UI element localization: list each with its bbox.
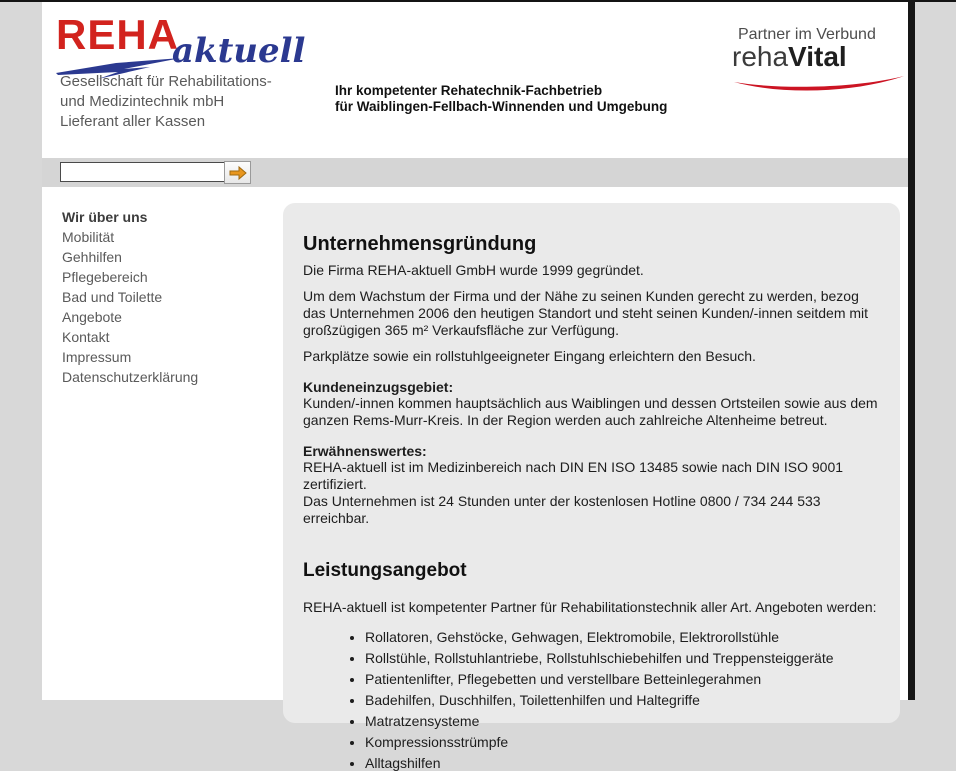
rehavital-bold: Vital xyxy=(788,41,847,72)
right-border-strip xyxy=(908,0,915,700)
services-title: Leistungsangebot xyxy=(303,560,467,581)
sidebar-item[interactable] xyxy=(62,287,277,307)
sidebar-item-label: Datenschutzerklärung xyxy=(62,369,199,385)
sidebar-navigation xyxy=(62,207,277,387)
sidebar-item[interactable] xyxy=(62,247,277,267)
service-item-label: Alltagshilfen xyxy=(365,755,441,771)
reha-aktuell-logo[interactable] xyxy=(54,12,334,132)
sidebar-item-label: Gehhilfen xyxy=(62,249,122,265)
content-area xyxy=(42,2,908,771)
service-list-item xyxy=(365,756,880,770)
founding-paragraph-1: Die Firma REHA-aktuell GmbH wurde 1999 gegründet. xyxy=(303,262,644,278)
sidebar-item-label: Bad und Toilette xyxy=(62,289,163,305)
service-item-label: Rollstühle, Rollstuhlantriebe, Rollstuhlschiebehilfen und Treppensteiggeräte xyxy=(365,650,834,666)
service-list-item xyxy=(365,651,880,665)
logo-subtitle-line3: Lieferant aller Kassen xyxy=(60,113,206,130)
customer-area-text: Kunden/-innen kommen hauptsächlich aus Waiblingen und dessen Ortsteilen sowie aus dem ganzen Rems-Murr-Kreis. In der Region werden auch zahlreiche Altenheime betreut. xyxy=(303,395,878,428)
sidebar-item[interactable] xyxy=(62,227,277,247)
service-list-item xyxy=(365,630,880,644)
sidebar-item-label: Pflegebereich xyxy=(62,269,148,285)
founding-paragraph-2: Um dem Wachstum der Firma und der Nähe zu seinen Kunden gerecht zu werden, bezog das Unternehmen 2006 den heutigen Standort und steht seinen Kunden/-innen seitdem mit großzügigen 365 m² Verkaufsfläche zur Verfügung. xyxy=(303,288,869,338)
header-tagline xyxy=(335,83,667,115)
service-item-label: Matratzensysteme xyxy=(365,713,480,729)
sidebar-item-label: Impressum xyxy=(62,349,132,365)
logo-subtitle-line1: Gesellschaft für Rehabilitations- xyxy=(60,73,272,90)
sidebar-item[interactable] xyxy=(62,267,277,287)
sidebar-item[interactable] xyxy=(62,347,277,367)
services-intro: REHA-aktuell ist kompetenter Partner für Rehabilitationstechnik aller Art. Angeboten werden: xyxy=(303,599,877,615)
service-item-label: Rollatoren, Gehstöcke, Gehwagen, Elektromobile, Elektrorollstühle xyxy=(365,629,779,645)
service-list-item xyxy=(365,735,880,749)
search-input[interactable] xyxy=(60,162,226,182)
main-content-card xyxy=(283,203,900,771)
logo-subtitle xyxy=(60,72,272,132)
tagline-line1: Ihr kompetenter Rehatechnik-Fachbetrieb xyxy=(335,83,603,98)
sidebar-item[interactable] xyxy=(62,307,277,327)
page-title: Unternehmensgründung xyxy=(303,233,537,255)
partner-verbund-text: Partner im Verbund xyxy=(738,26,876,43)
sidebar-item-label: Mobilität xyxy=(62,229,115,245)
nav-list xyxy=(62,207,277,387)
services-list xyxy=(303,630,880,770)
sidebar-item-label: Kontakt xyxy=(62,329,110,345)
sidebar-item-label: Angebote xyxy=(62,309,122,325)
logo-brand-suffix: aktuell xyxy=(172,31,306,71)
service-list-item xyxy=(365,714,880,728)
notable-text xyxy=(303,459,880,527)
search-bar xyxy=(42,158,908,187)
customer-area-title: Kundeneinzugsgebiet: xyxy=(303,379,454,395)
notable-title: Erwähnenswertes: xyxy=(303,443,427,459)
sidebar-item[interactable] xyxy=(62,207,277,227)
logo-subtitle-line2: und Medizintechnik mbH xyxy=(60,93,225,110)
sidebar-item[interactable] xyxy=(62,327,277,347)
rehavital-brand-text xyxy=(732,41,912,72)
notable-line2: Das Unternehmen ist 24 Stunden unter der kostenlosen Hotline 0800 / 734 244 533 erreichbar. xyxy=(303,493,821,526)
service-item-label: Kompressionsstrümpfe xyxy=(365,734,509,750)
arrow-right-icon xyxy=(229,166,247,180)
logo-brand-text: REHA xyxy=(56,11,180,58)
service-list-item xyxy=(365,672,880,686)
red-swoosh-icon xyxy=(732,74,907,98)
search-submit-button[interactable] xyxy=(224,161,251,184)
service-item-label: Badehilfen, Duschhilfen, Toilettenhilfen und Haltegriffe xyxy=(365,692,700,708)
notable-line1: REHA-aktuell ist im Medizinbereich nach DIN EN ISO 13485 sowie nach DIN ISO 9001 zertifiziert. xyxy=(303,459,844,492)
rehavital-regular: reha xyxy=(732,41,789,72)
tagline-line2: für Waiblingen-Fellbach-Winnenden und Umgebung xyxy=(335,99,668,114)
founding-paragraph-3: Parkplätze sowie ein rollstuhlgeeigneter Eingang erleichtern den Besuch. xyxy=(303,348,756,364)
service-list-item xyxy=(365,693,880,707)
sidebar-item-label: Wir über uns xyxy=(62,209,148,225)
sidebar-item[interactable] xyxy=(62,367,277,387)
service-item-label: Patientenlifter, Pflegebetten und verstellbare Betteinlegerahmen xyxy=(365,671,762,687)
rehavital-partner-logo[interactable] xyxy=(732,26,912,106)
